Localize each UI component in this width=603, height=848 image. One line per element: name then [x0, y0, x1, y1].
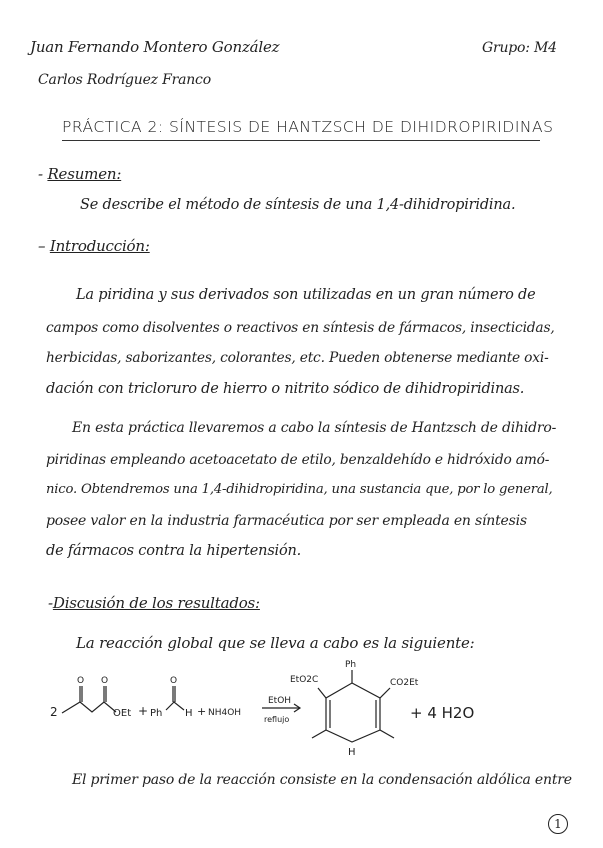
conditions-bottom: reflujo — [264, 715, 290, 724]
intro-p1-line: herbicidas, saborizantes, colorantes, etc. Pueden obtenerse mediante oxi- — [46, 350, 549, 366]
keto-oxygen-2: O — [101, 676, 109, 686]
author-1: Juan Fernando Montero González — [30, 38, 280, 56]
product-top: Ph — [345, 660, 357, 670]
reaction-scheme — [0, 658, 603, 763]
resumen-line: Se describe el método de síntesis de una 1,4-dihidropiridina. — [80, 197, 516, 213]
page-number: 1 — [548, 814, 568, 834]
plus-1: + — [138, 704, 149, 718]
heading-introduccion: – Introducción: — [38, 237, 150, 255]
discusion-intro: La reacción global que se lleva a cabo es la siguiente: — [76, 634, 475, 652]
keto-oxygen-1: O — [77, 676, 85, 686]
intro-p2-line: piridinas empleando acetoacetato de etilo, benzaldehído e hidróxido amó- — [46, 452, 550, 468]
plus-2: + — [197, 705, 207, 718]
intro-p2-line: nico. Obtendremos una 1,4-dihidropiridina, una sustancia que, por lo general, — [46, 482, 553, 497]
ester-group: OEt — [113, 708, 132, 719]
discusion-continuation: El primer paso de la reacción consiste en la condensación aldólica entre — [72, 772, 572, 788]
intro-p1-line: campos como disolventes o reactivos en síntesis de fármacos, insecticidas, — [46, 320, 555, 336]
ammonia: NH4OH — [208, 708, 242, 718]
heading-introduccion-text: Introducción: — [49, 237, 150, 255]
conditions-top: EtOH — [268, 696, 292, 706]
intro-p1-line: La piridina y sus derivados son utilizadas en un gran número de — [76, 287, 536, 303]
intro-p1-line: dación con tricloruro de hierro o nitrito sódico de dihidropiridinas. — [46, 381, 525, 397]
page-title: PRÁCTICA 2: SÍNTESIS DE HANTZSCH DE DIHIDROPIRIDINAS — [62, 118, 540, 141]
product-right: CO2Et — [390, 678, 419, 688]
heading-resumen-text: Resumen: — [47, 165, 122, 183]
heading-discusion-text: Discusión de los resultados: — [52, 594, 260, 612]
product-left: EtO2C — [290, 675, 319, 685]
heading-resumen: - Resumen: — [38, 165, 122, 183]
intro-p2-line: En esta práctica llevaremos a cabo la síntesis de Hantzsch de dihidro- — [72, 420, 557, 436]
group-label: Grupo: M4 — [482, 40, 557, 56]
author-2: Carlos Rodríguez Franco — [38, 72, 211, 88]
aldehyde-ph: Ph — [150, 708, 163, 719]
byproduct: + 4 H2O — [410, 704, 475, 722]
product-nh: H — [348, 747, 356, 758]
aldehyde-h: H — [185, 708, 193, 719]
reaction-coefficient: 2 — [50, 705, 58, 719]
intro-p2-line: de fármacos contra la hipertensión. — [46, 543, 302, 559]
aldehyde-oxygen: O — [170, 676, 178, 686]
heading-discusion: -Discusión de los resultados: — [48, 594, 260, 612]
intro-p2-line: posee valor en la industria farmacéutica por ser empleada en síntesis — [46, 513, 527, 529]
